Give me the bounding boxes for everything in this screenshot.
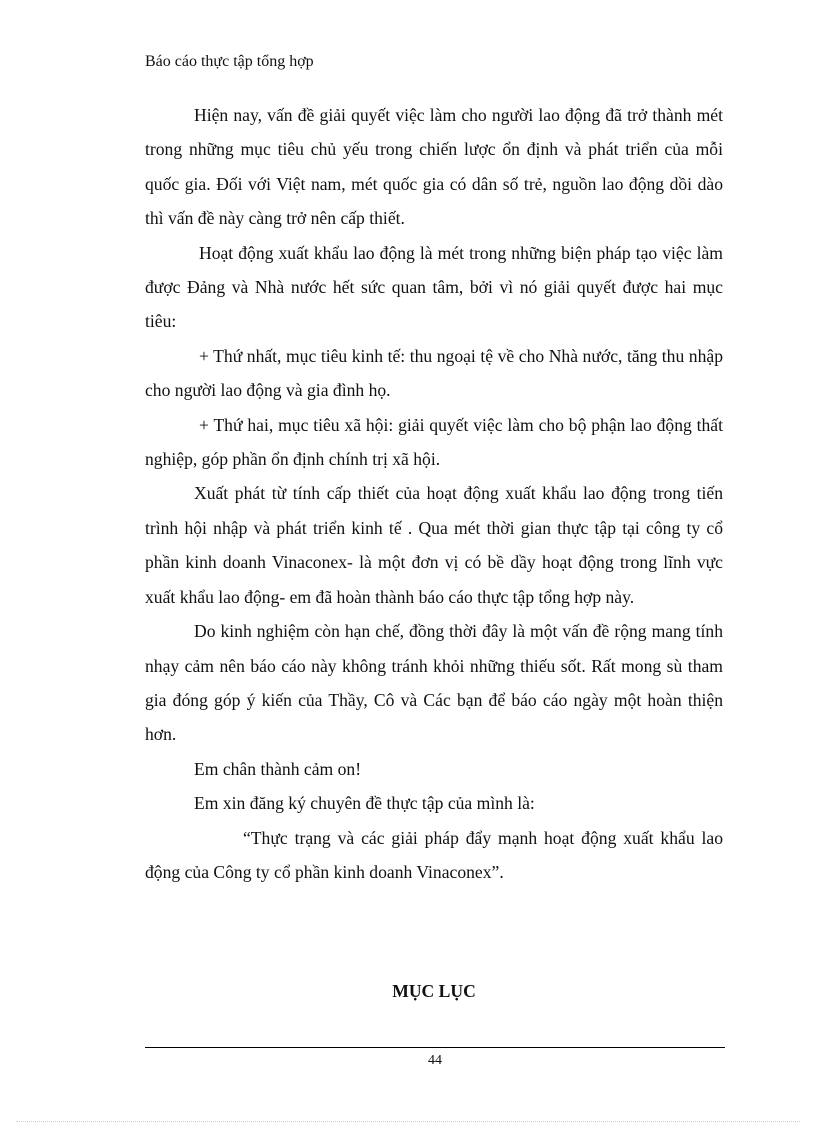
page-edge-divider: [16, 1121, 800, 1122]
section-heading: MỤC LỤC: [392, 981, 476, 1001]
paragraph-thanks: Em chân thành cảm on!: [194, 758, 362, 779]
paragraph-topic-title: “Thực trạng và các giải pháp đẩy mạnh hoạt động xuất khẩu lao động của Công ty cổ phần kinh doanh Vinaconex”.: [145, 827, 723, 882]
body-text: [145, 98, 723, 889]
paragraph-social-goal: + Thứ hai, mục tiêu xã hội: giải quyết việc làm cho bộ phận lao động thất nghiệp, góp phần ổn định chính trị xã hội.: [145, 414, 723, 470]
running-header: Báo cáo thực tập tổng hợp: [145, 53, 314, 70]
page-number: 44: [428, 1053, 442, 1068]
footer-rule: [145, 1047, 725, 1048]
paragraph-internship: Xuất phát từ tính cấp thiết của hoạt động xuất khẩu lao động trong tiến trình hội nhập và phát triển kinh tế . Qua mét thời gian thực tập tại công ty cổ phần kinh doanh Vinaconex- là một đơn vị có bề dầy hoạt động trong lĩnh vực xuất khẩu lao động- em đã hoàn thành báo cáo thực tập tổng hợp này.: [145, 483, 723, 607]
paragraph-export-labour: Hoạt động xuất khẩu lao động là mét trong những biện pháp tạo việc làm được Đảng và Nhà nước hết sức quan tâm, bởi vì nó giải quyết được hai mục tiêu:: [145, 242, 723, 332]
paragraph-limitations: Do kinh nghiệm còn hạn chế, đồng thời đây là một vấn đề rộng mang tính nhạy cảm nên báo cáo này không tránh khỏi những thiếu sốt. Rất mong sù tham gia đóng góp ý kiến của Thầy, Cô và Các bạn để báo cáo ngày một hoàn thiện hơn.: [145, 621, 723, 745]
paragraph-intro: Hiện nay, vấn đề giải quyết việc làm cho người lao động đã trở thành mét trong những mục tiêu chủ yếu trong chiến lược ổn định và phát triển của mỗi quốc gia. Đối với Việt nam, mét quốc gia có dân số trẻ, nguồn lao động dồi dào thì vấn đề này càng trở nên cấp thiết.: [145, 105, 723, 229]
paragraph-topic-intro: Em xin đăng ký chuyên đề thực tập của mình là:: [194, 793, 535, 814]
paragraph-economic-goal: + Thứ nhất, mục tiêu kinh tế: thu ngoại tệ về cho Nhà nước, tăng thu nhập cho người lao động và gia đình họ.: [145, 345, 723, 401]
